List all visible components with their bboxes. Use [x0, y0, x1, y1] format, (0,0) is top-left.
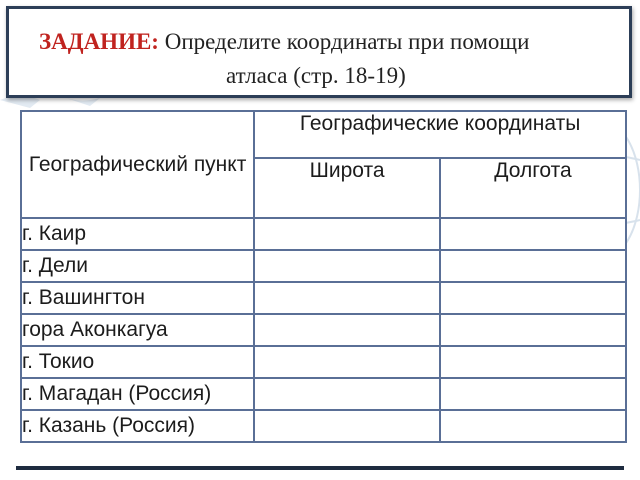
- table-row: [21, 378, 626, 410]
- place-cell: г. Вашингтон: [21, 282, 254, 314]
- longitude-cell[interactable]: [440, 314, 626, 346]
- latitude-cell[interactable]: [254, 282, 440, 314]
- table-body: [21, 218, 626, 442]
- table-row: [21, 346, 626, 378]
- table-row: [21, 314, 626, 346]
- longitude-cell[interactable]: [440, 346, 626, 378]
- header-place-text: Географический пункт: [28, 153, 247, 176]
- longitude-cell[interactable]: [440, 410, 626, 442]
- place-cell: гора Аконкагуа: [21, 314, 254, 346]
- coordinates-table: [20, 110, 627, 443]
- place-cell: г. Каир: [21, 218, 254, 250]
- task-box: [6, 6, 632, 98]
- table-row: [21, 250, 626, 282]
- task-text-line2: атласа (стр. 18-19): [226, 63, 406, 88]
- longitude-cell[interactable]: [440, 218, 626, 250]
- latitude-cell[interactable]: [254, 378, 440, 410]
- latitude-cell[interactable]: [254, 346, 440, 378]
- place-cell: г. Дели: [21, 250, 254, 282]
- place-cell: г. Токио: [21, 346, 254, 378]
- bottom-divider: [16, 466, 624, 470]
- latitude-cell[interactable]: [254, 250, 440, 282]
- table-header-row: [21, 111, 626, 158]
- header-longitude: Долгота: [440, 158, 626, 218]
- header-coordinates: Географические координаты: [254, 111, 626, 158]
- latitude-cell[interactable]: [254, 410, 440, 442]
- place-cell: г. Казань (Россия): [21, 410, 254, 442]
- table-row: [21, 218, 626, 250]
- place-cell: г. Магадан (Россия): [21, 378, 254, 410]
- latitude-cell[interactable]: [254, 314, 440, 346]
- longitude-cell[interactable]: [440, 378, 626, 410]
- task-text-line1: Определите координаты при помощи: [164, 29, 530, 54]
- header-latitude: Широта: [254, 158, 440, 218]
- longitude-cell[interactable]: [440, 250, 626, 282]
- longitude-cell[interactable]: [440, 282, 626, 314]
- header-place: [21, 111, 254, 218]
- table-row: [21, 410, 626, 442]
- task-label: ЗАДАНИЕ:: [39, 29, 159, 54]
- latitude-cell[interactable]: [254, 218, 440, 250]
- table-row: [21, 282, 626, 314]
